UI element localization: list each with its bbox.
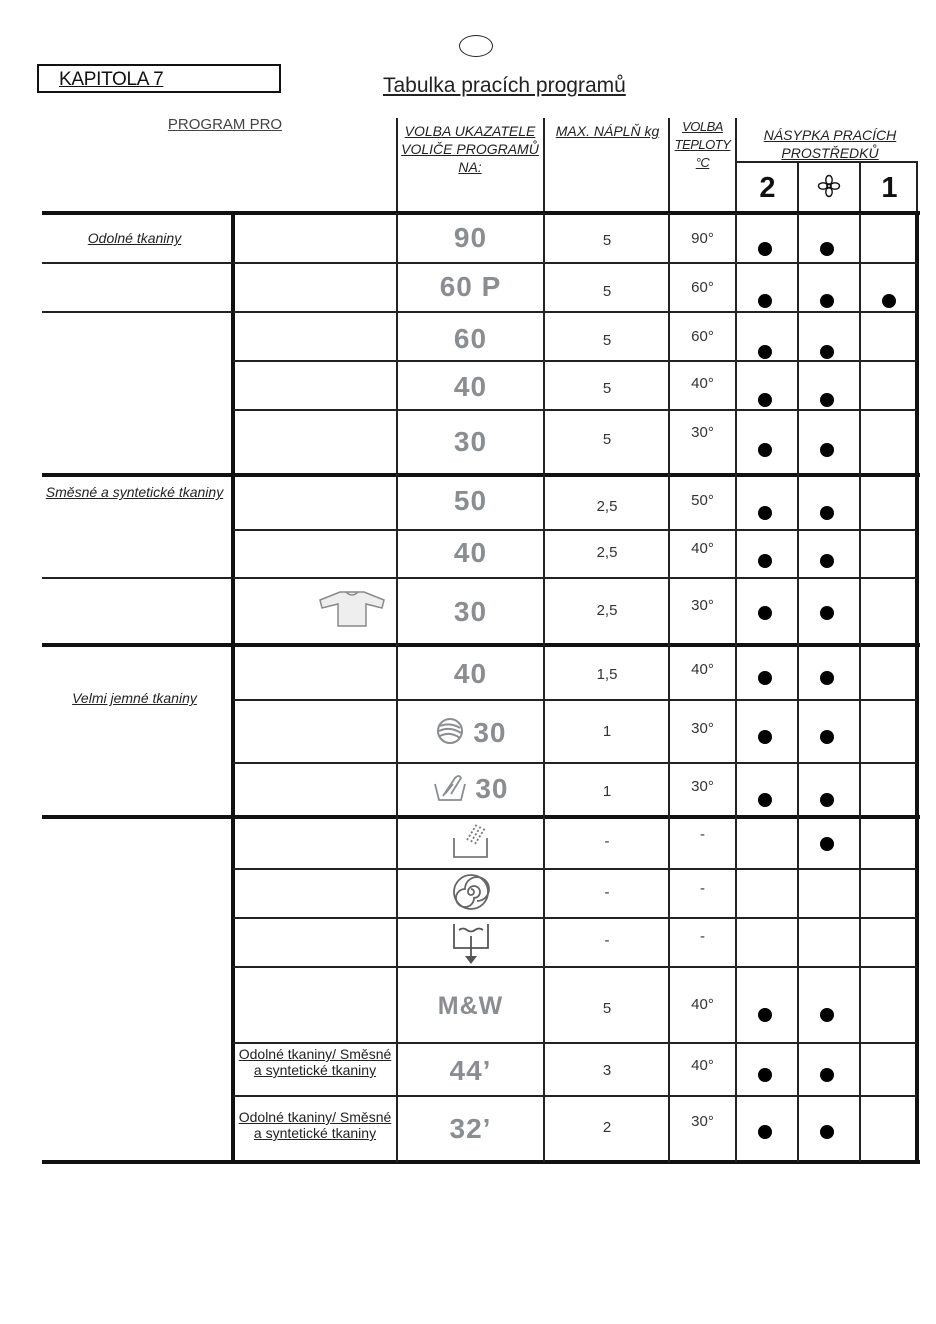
max-load: 5 [602, 1000, 612, 1017]
grid-line [396, 118, 398, 213]
max-load: 3 [602, 1062, 612, 1079]
program-selector: 30 [453, 596, 488, 627]
dispenser-dot-c2 [758, 294, 772, 308]
temperature: 50° [691, 492, 714, 509]
col-header-dispenser: NÁSYPKA PRACÍCH PROSTŘEDKŮ [763, 127, 897, 161]
grid-line [735, 118, 737, 213]
temperature: - [700, 880, 705, 897]
grid-line [797, 162, 799, 213]
max-load: 1,5 [596, 666, 618, 683]
program-selector: 44’ [449, 1055, 492, 1086]
grid-line [42, 815, 920, 819]
max-load: 2 [602, 1119, 612, 1136]
compartment-1-label: 1 [881, 172, 898, 204]
grid-line [42, 643, 920, 647]
dispenser-dot-c2 [758, 1125, 772, 1139]
program-selector: 60 P [439, 271, 502, 302]
grid-line [797, 213, 799, 1162]
temperature: 30° [691, 597, 714, 614]
grid-line [233, 917, 917, 919]
program-value: 30 [473, 716, 507, 748]
program-value: 30 [475, 772, 509, 804]
max-load: 5 [602, 380, 612, 397]
max-load: - [604, 932, 610, 949]
col-header-temperature: VOLBA TEPLOTY °C [674, 119, 731, 170]
program-selector [398, 872, 543, 919]
temperature: - [700, 826, 705, 843]
temperature: - [700, 928, 705, 945]
temperature: 40° [691, 996, 714, 1013]
temperature: 30° [691, 424, 714, 441]
grid-line [42, 473, 920, 477]
dispenser-dot-c2 [758, 506, 772, 520]
category-smesne-label: Směsné a syntetické tkaniny [45, 484, 224, 500]
grid-line [233, 409, 917, 411]
dispenser-dot-c2 [758, 671, 772, 685]
grid-line [233, 360, 917, 362]
dispenser-dot-soft [820, 1068, 834, 1082]
grid-line [42, 1160, 920, 1164]
dispenser-dot-soft [820, 1125, 834, 1139]
max-load: - [604, 833, 610, 850]
col-header-max-load: MAX. NÁPLŇ kg [555, 123, 660, 139]
dispenser-dot-c1 [882, 294, 896, 308]
program-selector: 50 [453, 485, 488, 516]
chapter-label: KAPITOLA 7 [59, 69, 164, 90]
handwash-icon [433, 772, 467, 809]
program-selector [398, 922, 543, 973]
grid-line [915, 213, 919, 1162]
program-selector: 40 [453, 658, 488, 689]
wool-icon [435, 716, 465, 753]
max-load: - [604, 884, 610, 901]
program-selector: 32’ [449, 1113, 492, 1144]
dispenser-dot-c2 [758, 443, 772, 457]
temperature: 30° [691, 720, 714, 737]
col-header-volba: VOLBA UKAZATELE VOLIČE PROGRAMŮ NA: [401, 123, 539, 175]
compartment-2-label: 2 [759, 172, 776, 204]
grid-line [233, 699, 917, 701]
dispenser-dot-soft [820, 793, 834, 807]
col-header-program: PROGRAM PRO [167, 116, 283, 133]
temperature: 40° [691, 540, 714, 557]
max-load: 5 [602, 332, 612, 349]
dispenser-dot-c2 [758, 345, 772, 359]
dispenser-dot-soft [820, 294, 834, 308]
grid-line [737, 161, 918, 163]
page-title: Tabulka pracích programů [383, 74, 626, 97]
temperature: 40° [691, 661, 714, 678]
program-selector: M&W [437, 992, 504, 1020]
spin-icon [451, 872, 491, 919]
max-load: 2,5 [596, 602, 618, 619]
temperature: 90° [691, 230, 714, 247]
grid-line [233, 577, 917, 579]
grid-line [916, 162, 918, 213]
grid-line [859, 162, 861, 213]
dispenser-dot-soft [820, 554, 834, 568]
grid-line [233, 762, 917, 764]
dispenser-dot-c2 [758, 793, 772, 807]
grid-line [42, 262, 232, 264]
max-load: 2,5 [596, 498, 618, 515]
grid-line [859, 213, 861, 1162]
grid-line [233, 529, 917, 531]
temperature: 30° [691, 778, 714, 795]
max-load: 1 [602, 723, 612, 740]
dispenser-dot-soft [820, 606, 834, 620]
temperature: 30° [691, 1113, 714, 1130]
row-fabric-label: Odolné tkaniny/ Směsné a syntetické tkaniny [238, 1109, 392, 1141]
program-selector [398, 716, 543, 753]
grid-line [668, 213, 670, 1162]
row-fabric-label: Odolné tkaniny/ Směsné a syntetické tkaniny [238, 1046, 392, 1078]
grid-line [233, 1042, 917, 1044]
category-jemne-label: Velmi jemné tkaniny [72, 690, 197, 706]
max-load: 1 [602, 783, 612, 800]
grid-line [42, 211, 920, 215]
dispenser-dot-soft [820, 506, 834, 520]
dispenser-dot-soft [820, 730, 834, 744]
grid-line [233, 311, 917, 313]
program-selector: 90 [453, 222, 488, 253]
category-odolne-label: Odolné tkaniny [87, 230, 182, 246]
shirt-icon [318, 588, 386, 633]
temperature: 60° [691, 328, 714, 345]
language-oval [459, 35, 493, 57]
max-load: 5 [602, 232, 612, 249]
dispenser-dot-soft [820, 837, 834, 851]
max-load: 5 [602, 283, 612, 300]
drain-icon [451, 922, 491, 973]
program-selector: 60 [453, 323, 488, 354]
rinse-icon [451, 822, 491, 867]
dispenser-dot-soft [820, 1008, 834, 1022]
dispenser-dot-c2 [758, 730, 772, 744]
dispenser-dot-c2 [758, 393, 772, 407]
dispenser-dot-soft [820, 345, 834, 359]
grid-line [233, 1095, 917, 1097]
temperature: 60° [691, 279, 714, 296]
program-selector: 40 [453, 371, 488, 402]
grid-line [233, 966, 917, 968]
flower-icon [800, 174, 858, 198]
temperature: 40° [691, 375, 714, 392]
grid-line [42, 577, 232, 579]
program-selector: 30 [453, 426, 488, 457]
grid-line [668, 118, 670, 213]
dispenser-dot-soft [820, 242, 834, 256]
grid-line [543, 213, 545, 1162]
grid-line [231, 213, 235, 1162]
program-selector [398, 822, 543, 867]
dispenser-dot-soft [820, 443, 834, 457]
grid-line [42, 311, 232, 313]
grid-line [233, 868, 917, 870]
max-load: 5 [602, 431, 612, 448]
grid-line [233, 262, 917, 264]
dispenser-dot-c2 [758, 606, 772, 620]
dispenser-dot-soft [820, 393, 834, 407]
dispenser-dot-c2 [758, 1068, 772, 1082]
temperature: 40° [691, 1057, 714, 1074]
max-load: 2,5 [596, 544, 618, 561]
dispenser-dot-c2 [758, 1008, 772, 1022]
grid-line [735, 213, 737, 1162]
dispenser-dot-c2 [758, 554, 772, 568]
grid-line [543, 118, 545, 213]
chapter-box [37, 64, 281, 93]
program-selector: 40 [453, 537, 488, 568]
dispenser-dot-c2 [758, 242, 772, 256]
program-selector [398, 772, 543, 809]
dispenser-dot-soft [820, 671, 834, 685]
